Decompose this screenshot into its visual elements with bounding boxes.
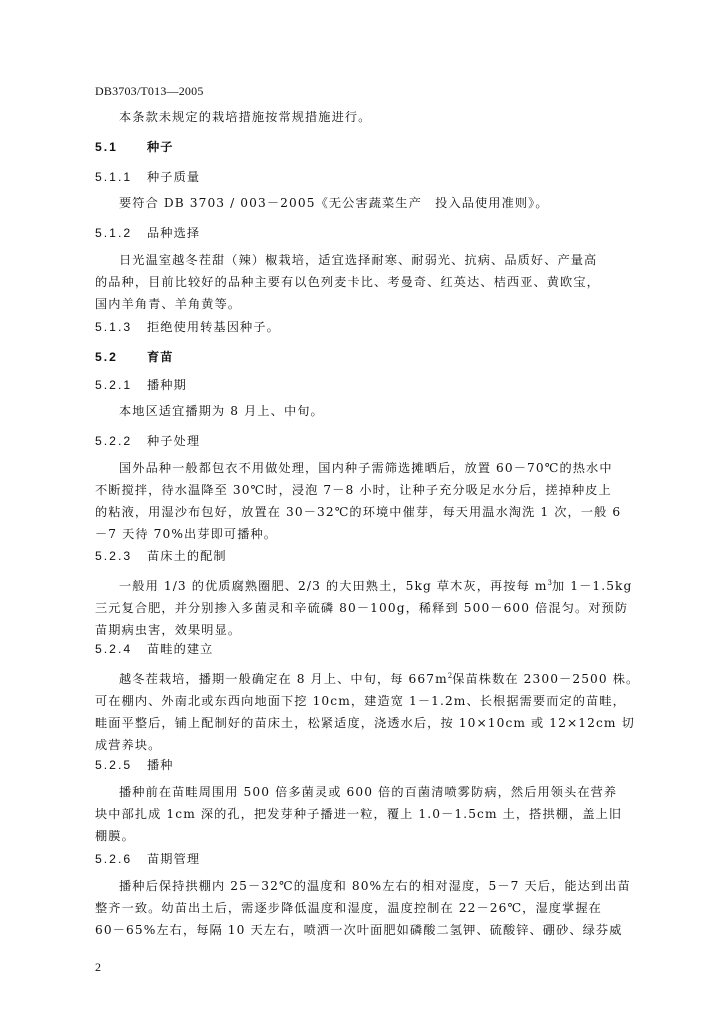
section-number: 5.2.5 xyxy=(95,758,133,772)
section-5-2-4-paragraph xyxy=(95,665,660,756)
intro-text: 本条款未规定的栽培措施按常规措施进行。 xyxy=(119,110,372,124)
paragraph-line: －7 天待 70%出芽即可播种。 xyxy=(95,527,278,541)
section-5-1-heading xyxy=(95,136,174,158)
paragraph-line: 要符合 DB 3703 / 003－2005《无公害蔬菜生产 投入品使用准则》。 xyxy=(119,196,549,210)
paragraph-line: 国外品种一般都包衣不用做处理，国内种子需筛选摊晒后，放置 60－70℃的热水中 xyxy=(119,461,613,475)
section-number: 5.2.6 xyxy=(95,852,133,866)
section-title: 苗期管理 xyxy=(147,852,201,866)
paragraph-line: 三元复合肥，并分别掺入多菌灵和辛硫磷 80－100g，稀释到 500－600 倍混匀。对预防 xyxy=(95,601,629,616)
paragraph-line: 整齐一致。幼苗出土后，需逐步降低温度和湿度，温度控制在 22－26℃，湿度掌握在 xyxy=(95,901,602,915)
section-title: 种子质量 xyxy=(147,170,201,184)
text-part: 保苗株数在 2300－2500 株。 xyxy=(452,672,640,687)
section-number: 5.1 xyxy=(95,140,118,154)
section-number: 5.1.3 xyxy=(95,320,133,334)
paragraph-line: 不断搅拌，待水温降至 30℃时，浸泡 7－8 小时，让种子充分吸足水分后，搓掉种皮上 xyxy=(95,483,612,497)
section-title: 苗畦的建立 xyxy=(147,642,214,656)
section-5-1-1-paragraph xyxy=(95,192,660,214)
superscript: 2 xyxy=(447,672,453,680)
section-number: 5.2.2 xyxy=(95,434,133,448)
section-number: 5.1.1 xyxy=(95,170,133,184)
paragraph-line: 日光温室越冬茬甜（辣）椒栽培，适宜选择耐寒、耐弱光、抗病、品质好、产量高 xyxy=(119,253,598,267)
paragraph-line: 苗期病虫害，效果明显。 xyxy=(95,623,242,638)
section-number: 5.2.1 xyxy=(95,378,133,392)
intro-paragraph xyxy=(95,106,660,128)
section-number: 5.2.4 xyxy=(95,642,133,656)
paragraph-line: 棚膜。 xyxy=(95,829,135,843)
section-5-2-2-paragraph xyxy=(95,457,660,545)
paragraph-line: 的品种，目前比较好的品种主要有以色列麦卡比、考曼奇、红英达、桔西亚、黄欧宝， xyxy=(95,275,600,289)
section-title: 品种选择 xyxy=(147,226,201,240)
section-5-2-3-heading xyxy=(95,545,227,567)
section-number: 5.1.2 xyxy=(95,226,133,240)
section-number: 5.2.3 xyxy=(95,549,133,563)
section-5-2-1-heading xyxy=(95,374,187,396)
paragraph-line: 的粘液，用湿沙布包好，放置在 30－32℃的环境中催芽，每天用温水淘洗 1 次，一般 6 xyxy=(95,505,622,519)
section-5-2-6-paragraph xyxy=(95,875,660,941)
page-number: 2 xyxy=(95,960,101,974)
paragraph-line: 国内羊角青、羊角黄等。 xyxy=(95,297,242,311)
section-5-1-3-heading xyxy=(95,316,280,338)
paragraph-line: 播种后保持拱棚内 25－32℃的温度和 80%左右的相对湿度，5－7 天后，能达到出苗 xyxy=(119,879,631,893)
section-title: 播种 xyxy=(147,758,174,772)
text-part: 越冬茬栽培，播期一般确定在 8 月上、中旬，每 667m xyxy=(119,672,448,687)
section-title: 苗床土的配制 xyxy=(147,549,227,563)
section-5-2-6-heading xyxy=(95,848,200,870)
section-5-2-5-heading xyxy=(95,754,174,776)
section-title: 播种期 xyxy=(147,378,187,392)
section-5-2-4-heading xyxy=(95,638,213,660)
paragraph-line: 成营养块。 xyxy=(95,738,162,753)
text-part: 一般用 1/3 的优质腐熟圈肥、2/3 的大田熟土，5kg 草木灰，再按每 m xyxy=(119,579,548,594)
section-title: 拒绝使用转基因种子。 xyxy=(147,320,280,334)
section-title: 种子处理 xyxy=(147,434,201,448)
section-5-2-5-paragraph xyxy=(95,781,660,847)
section-5-2-1-paragraph xyxy=(95,400,660,422)
section-number: 5.2 xyxy=(95,350,118,364)
section-5-1-2-heading xyxy=(95,222,200,244)
section-5-2-heading xyxy=(95,346,174,368)
paragraph-line: 60－65%左右，每隔 10 天左右，喷洒一次叶面肥如磷酸二氢钾、硫酸锌、硼砂、绿芬威 xyxy=(95,923,623,937)
paragraph-line: 播种前在苗畦周围用 500 倍多菌灵或 600 倍的百菌清喷雾防病，然后用领头在营养 xyxy=(119,785,618,799)
paragraph-line xyxy=(95,665,660,690)
paragraph-line: 本地区适宜播期为 8 月上、中旬。 xyxy=(119,404,324,418)
paragraph-line: 块中部扎成 1cm 深的孔，把发芽种子播进一粒，覆上 1.0－1.5cm 土，搭拱棚，盖上旧 xyxy=(95,807,623,821)
section-5-2-2-heading xyxy=(95,430,200,452)
section-title: 种子 xyxy=(147,140,174,154)
section-5-2-3-paragraph xyxy=(95,572,660,641)
paragraph-line: 畦面平整后，铺上配制好的苗床土，松紧适度，浇透水后，按 10×10cm 或 12×12cm 切 xyxy=(95,716,635,731)
section-title: 育苗 xyxy=(147,350,174,364)
text-part: 加 1－1.5kg xyxy=(551,579,633,594)
paragraph-line: 可在棚内、外南北或东西向地面下挖 10cm，建造宽 1－1.2m、长根据需要而定的苗畦， xyxy=(95,694,626,709)
section-5-1-2-paragraph xyxy=(95,249,660,315)
section-5-1-1-heading xyxy=(95,166,200,188)
document-code: DB3703/T013—2005 xyxy=(95,84,204,98)
paragraph-line xyxy=(95,572,660,597)
superscript: 3 xyxy=(547,579,552,587)
